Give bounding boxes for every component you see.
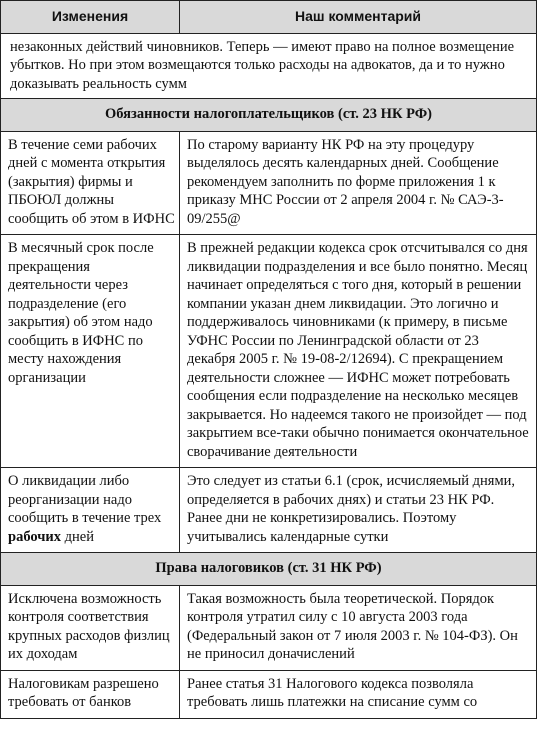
section-header-row (1, 553, 537, 586)
comment-cell: Это следует из статьи 6.1 (срок, исчисляемый днями, определяется в рабочих днях) и статьи 23 НК РФ. Ранее дни не конкретизировались. Поэтому учитывались календарные сутки (180, 468, 537, 553)
table-row (1, 585, 537, 670)
change-cell: В месячный срок после прекращения деятельности через подразделение (его закрытия) об этом надо сообщить в ИФНС по месту нахождения организации (1, 235, 180, 468)
table-row (1, 468, 537, 553)
header-row (1, 1, 537, 34)
change-text-end: дней (61, 528, 94, 545)
comment-cell: Ранее статья 31 Налогового кодекса позволяла требовать лишь платежки на списание сумм со (180, 670, 537, 718)
change-cell (1, 468, 180, 553)
change-cell: В течение семи рабочих дней с момента открытия (закрытия) фирмы и ПБОЮЛ должны сообщить об этом в ИФНС (1, 131, 180, 235)
table-row (1, 131, 537, 235)
change-text-start: О ликвидации либо реорганизации надо сообщить в течение трех (8, 473, 162, 526)
intro-text: незаконных действий чиновников. Теперь — имеют право на полное возмещение убытков. Но при этом возмещаются только расходы на адвокатов, да и то нужно доказывать реальность сумм (1, 33, 537, 99)
change-cell: Налоговикам разрешено требовать от банков (1, 670, 180, 718)
comment-cell: В прежней редакции кодекса срок отсчитывался со дня ликвидации подразделения и все было понятно. Месяц начинает определяться с того дня, который в решении компании указан днем ликвидации. Это логично и поддерживалось чиновниками (к примеру, в письме УФНС России по Ленинградской области от 23 декабря 2005 г. № 19-08-2/12694). С прекращением деятельности сложнее — ИФНС может потребовать сообщения если подразделение на несколько месяцев закрывается. Но надеемся такого не произойдет — под закрытием все-таки обычно понимается окончательное сворачивание деятельности (180, 235, 537, 468)
change-cell: Исключена возможность контроля соответствия крупных расходов физлиц их доходам (1, 585, 180, 670)
change-text-bold: рабочих (8, 528, 62, 545)
section-title-obligations: Обязанности налогоплательщиков (ст. 23 НК РФ) (1, 99, 537, 132)
header-changes: Изменения (1, 1, 180, 34)
intro-row (1, 33, 537, 99)
section-header-row (1, 99, 537, 132)
header-comment: Наш комментарий (180, 1, 537, 34)
comment-cell: Такая возможность была теоретической. Порядок контроля утратил силу с 10 августа 2003 года (Федеральный закон от 7 июля 2003 г. № 104-ФЗ). Он не приносил доначислений (180, 585, 537, 670)
table-row (1, 235, 537, 468)
section-title-tax-rights: Права налоговиков (ст. 31 НК РФ) (1, 553, 537, 586)
table-row (1, 670, 537, 718)
comment-cell: По старому варианту НК РФ на эту процедуру выделялось десять календарных дней. Сообщение рекомендуем заполнить по форме приложения 1 к приказу МНС России от 2 апреля 2004 г. № САЭ-3-09/255@ (180, 131, 537, 235)
